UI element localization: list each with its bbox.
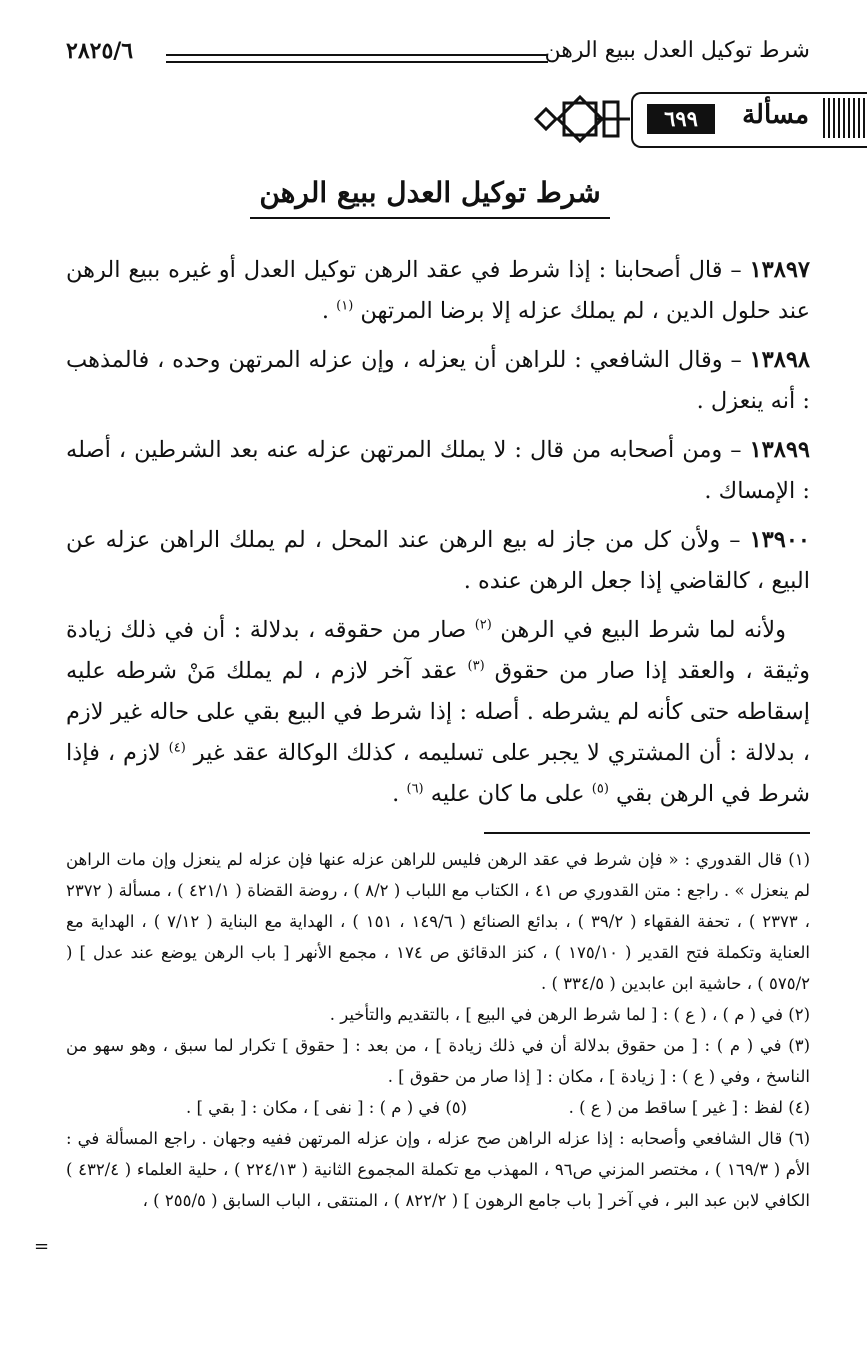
text-part: عقد آخر لازم ، لم يملك مَنْ شرطه عليه إسقاطه حتى كأنه لم يشرطه . أصله : إذا شرط في البيع بقي على حاله غير لازم ، بدلالة : أن المشتري لا يجبر على تسليمه ، كذلك الوكالة عقد غير [66, 658, 810, 766]
masala-banner [530, 92, 867, 148]
paragraph-number: ١٣٨٩٩ [749, 437, 810, 463]
continuation-mark: = [34, 1236, 50, 1257]
banner-hatch-decoration [823, 98, 867, 138]
footnote-1: (١) قال القدوري : « فإن شرط في عقد الرهن فليس للراهن عزله عنها فإن عزله لم ينعزل وإن مات الراهن لم ينعزل » . راجع : متن القدوري ص ٤١ ، الكتاب مع اللباب ( ٨/٢ ) ، روضة القضاة ( ٤٢١/١ ) ، مسألة ( ٢٣٧٢ ، ٢٣٧٣ ) ، تحفة الفقهاء ( ٣٩/٢ ) ، بدائع الصنائع ( ١٤٩/٦ ، ١٥١ ) ، الهداية مع البناية ( ٧/١٢ ) ، الهداية مع العناية وتكملة فتح القدير ( ١٧٥/١٠ ) ، كنز الدقائق ص ١٧٤ ، مجمع الأنهر [ باب الرهن يوضع عند عدل ] ( ٥٧٥/٢ ) ، حاشية ابن عابدين ( ٣٣٤/٥ ) . [66, 850, 810, 993]
paragraph-13898 [66, 340, 810, 422]
footnote-3: (٣) في ( م ) : [ من حقوق بدلالة أن في ذلك زيادة ] ، من بعد : [ حقوق ] تكرار لما سبق ، وهو سهو من الناسخ ، وفي ( ع ) : [ زيادة ] ، مكان : [ إذا صار من حقوق ] . [66, 1036, 810, 1086]
running-title: شرط توكيل العدل ببيع الرهن [544, 38, 810, 63]
text-part: على ما كان عليه [423, 781, 592, 807]
footnote-ref: (٥) [591, 781, 609, 797]
footnote-ref: (٣) [467, 658, 485, 674]
paragraph-number: ١٣٩٠٠ [749, 527, 810, 553]
page-number: ٢٨٢٥/٦ [66, 38, 134, 64]
masala-number: ٦٩٩ [647, 104, 715, 134]
footnote-4: (٤) لفظ : [ غير ] ساقط من ( ع ) . [568, 1098, 810, 1117]
paragraph-tail: . [321, 298, 337, 324]
paragraph-number: ١٣٨٩٧ [749, 257, 810, 283]
text-part: صار من حقوقه ، بدلالة : أن في ذلك زيادة وثيقة ، والعقد إذا صار من حقوق [66, 617, 810, 684]
text-part: . [392, 781, 407, 807]
footnote-separator [484, 832, 810, 834]
paragraph-13900 [66, 520, 810, 602]
paragraph-13899 [66, 430, 810, 512]
paragraph-13897 [66, 250, 810, 332]
text-part: لازم ، فإذا شرط في الرهن بقي [66, 740, 810, 807]
running-header [66, 34, 810, 78]
paragraph-text: – وقال الشافعي : للراهن أن يعزله ، وإن عزله المرتهن وحده ، فالمذهب : أنه ينعزل . [66, 347, 810, 414]
footnotes [66, 844, 810, 1216]
paragraph-text: – ومن أصحابه من قال : لا يملك المرتهن عزله عنه بعد الشرطين ، أصله : الإمساك . [66, 437, 810, 504]
paragraph-continuation [66, 610, 810, 815]
footnote-row-4-5 [66, 1092, 810, 1123]
ornament-icon [534, 94, 630, 144]
main-text [66, 250, 810, 823]
footnote-2: (٢) في ( م ) ، ( ع ) : [ لما شرط الرهن في البيع ] ، بالتقديم والتأخير . [329, 1005, 810, 1024]
section-title: شرط توكيل العدل ببيع الرهن [250, 176, 610, 219]
paragraph-number: ١٣٨٩٨ [749, 347, 810, 373]
text-part: ولأنه لما شرط البيع في الرهن [491, 617, 786, 643]
footnote-5: (٥) في ( م ) : [ نفى ] ، مكان : [ بقي ] . [186, 1098, 468, 1117]
footnote-6: (٦) قال الشافعي وأصحابه : إذا عزله الراهن صح عزله ، وإن عزله المرتهن ففيه وجهان . راجع المسألة في : الأم ( ١٦٩/٣ ) ، مختصر المزني ص٩٦ ، المهذب مع تكملة المجموع الثانية ( ٢٢٤/١٣ ) ، حلية العلماء ( ٤٣٢/٤ ) الكافي لابن عبد البر ، في آخر [ باب جامع الرهون ] ( ٨٢٢/٢ ) ، المنتقى ، الباب السابق ( ٢٥٥/٥ ) ، [66, 1129, 811, 1210]
header-double-rule [166, 54, 548, 63]
paragraph-text: – قال أصحابنا : إذا شرط في عقد الرهن توكيل العدل أو غيره ببيع الرهن عند حلول الدين ، لم يملك عزله إلا برضا المرتهن [66, 257, 810, 324]
footnote-ref: (٦) [406, 781, 424, 797]
masala-label: مسألة [742, 100, 809, 130]
paragraph-text: – ولأن كل من جاز له بيع الرهن عند المحل ، لم يملك الراهن عزله عن البيع ، كالقاضي إذا جعل الرهن عنده . [66, 527, 810, 594]
footnote-ref: (٢) [474, 617, 492, 633]
footnote-ref: (٤) [168, 740, 186, 756]
footnote-ref: (١) [336, 298, 354, 314]
